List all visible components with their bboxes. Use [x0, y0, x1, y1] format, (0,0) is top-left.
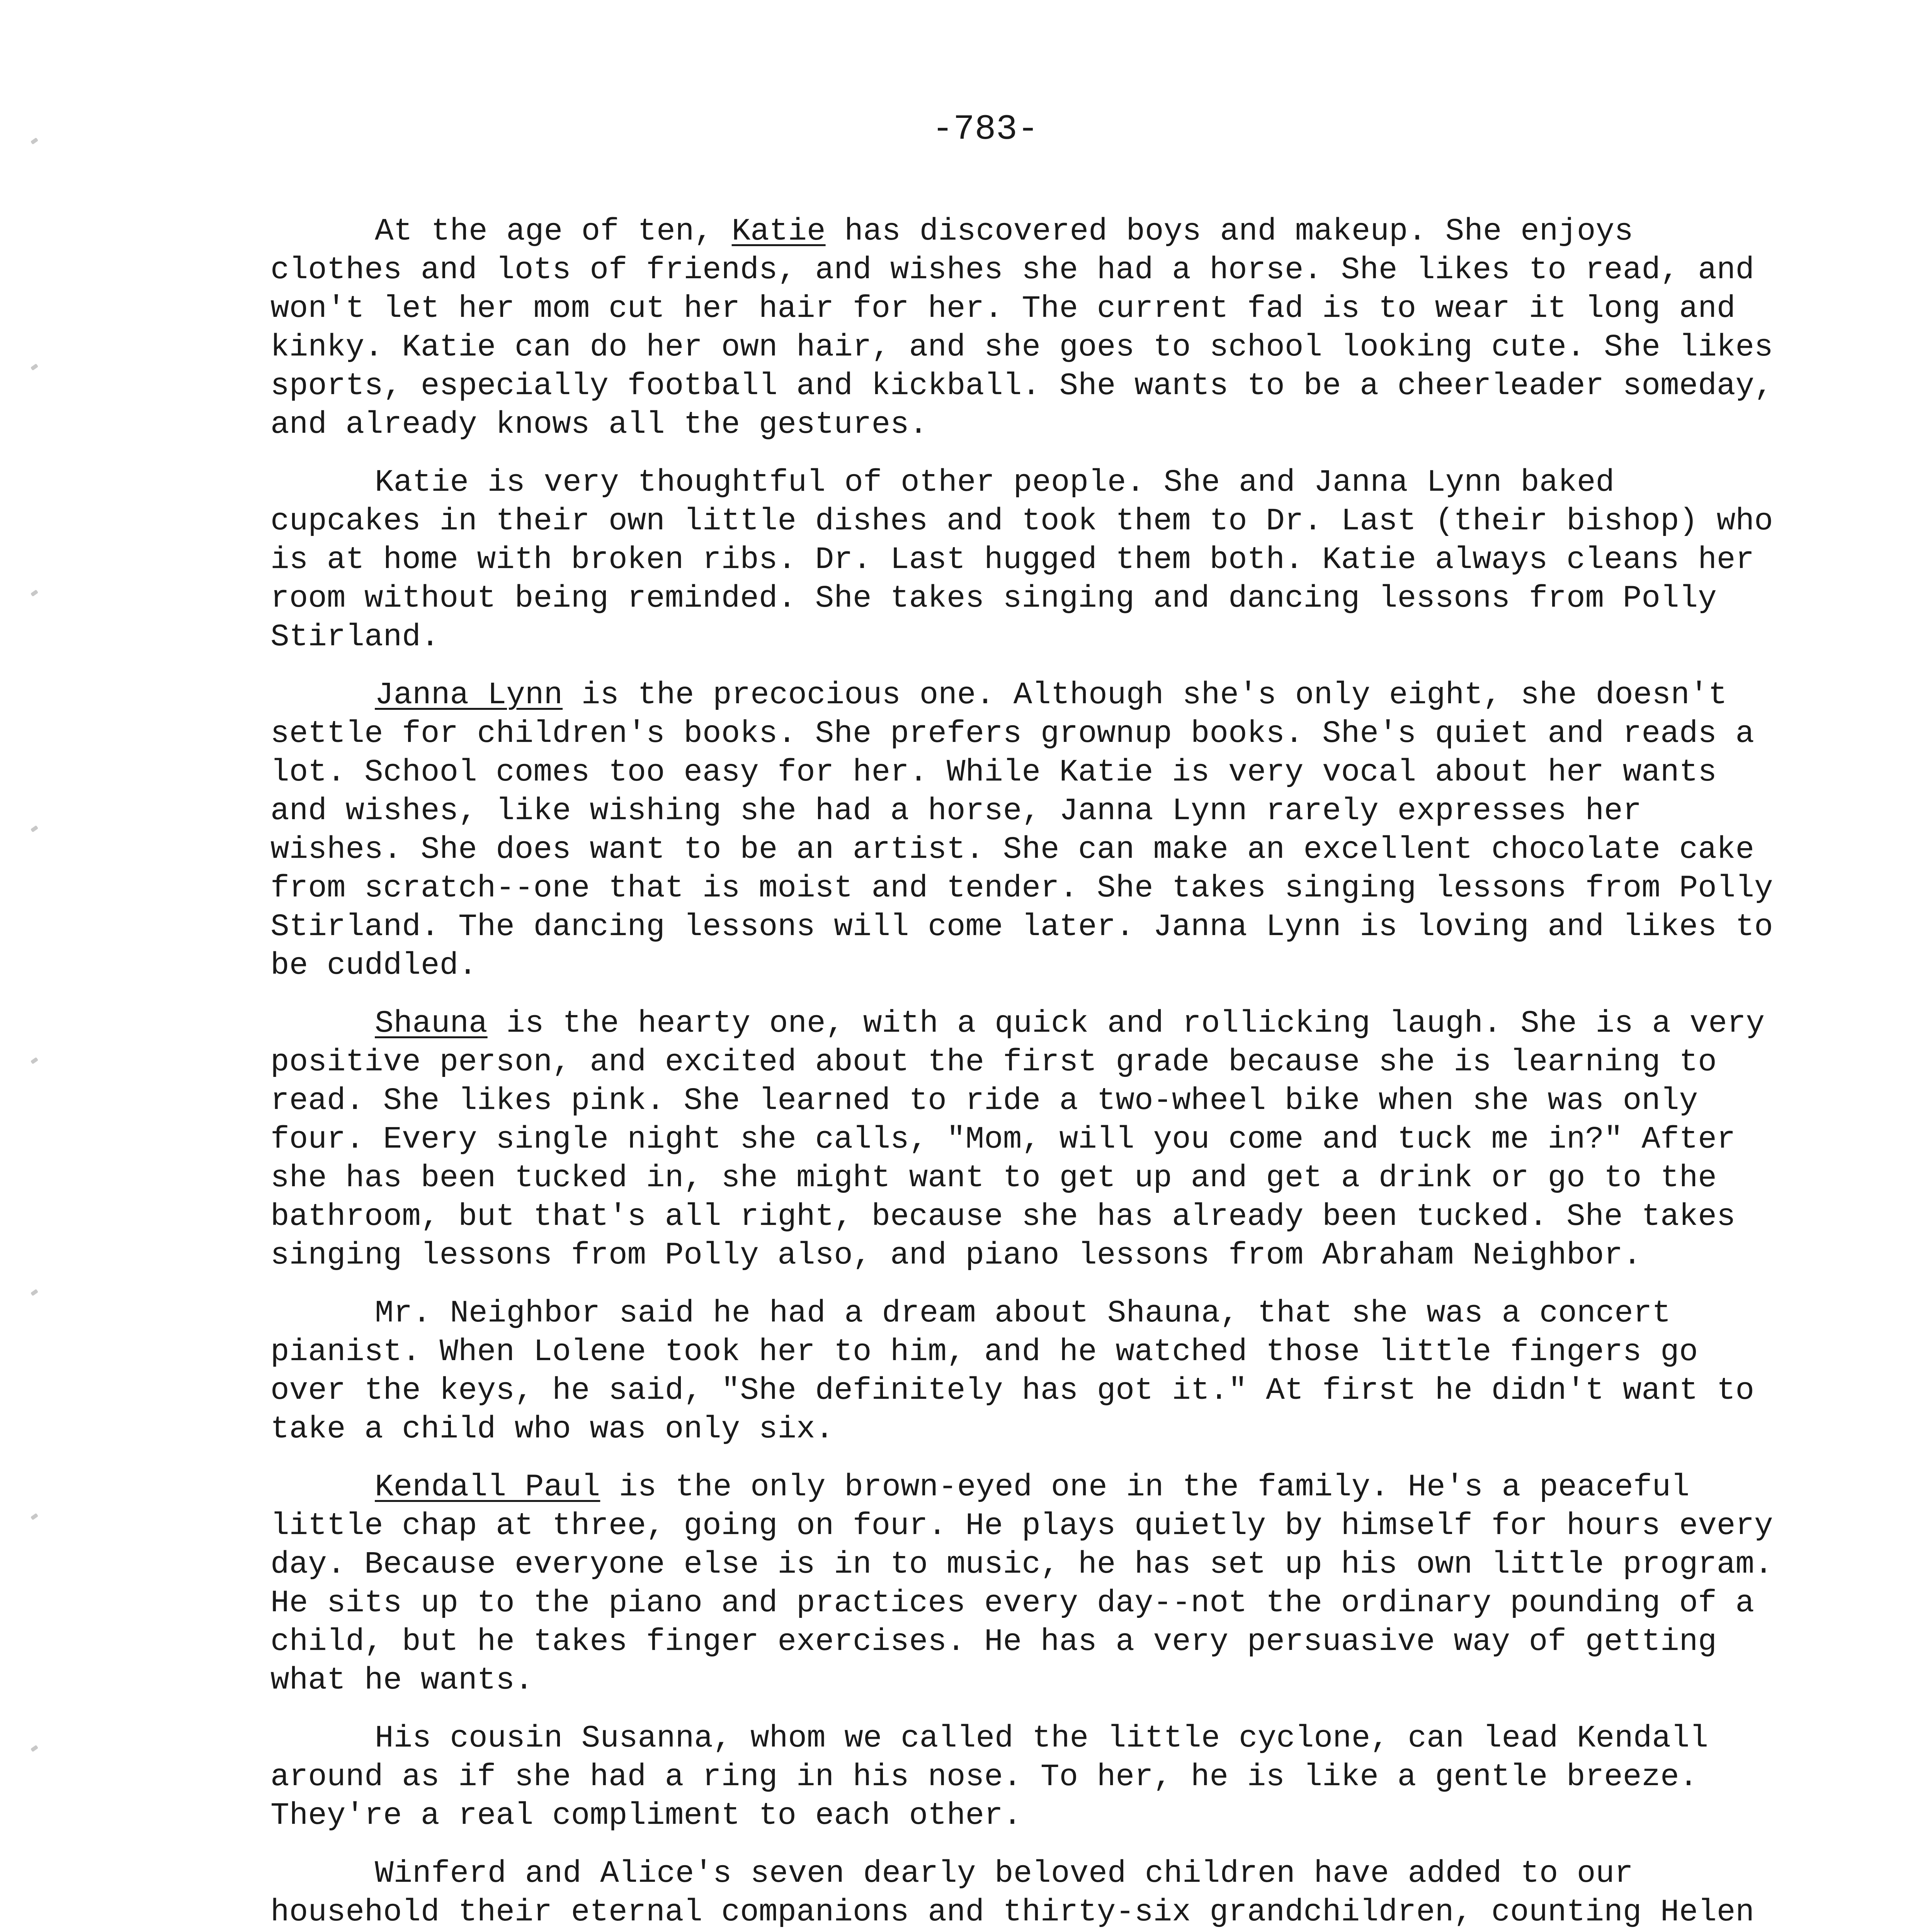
paragraph-mr-neighbor [270, 1294, 1777, 1449]
paragraph-text: is the only brown-eyed one in the family. He's a peaceful little chap at three, going on four. He plays quietly by himself for hours every day. Because everyone else is in to music, he has set up his own little program. He sits up to the piano and practices every day--not the ordinary pounding of a child, but he takes finger exercises. He has a very persuasive way of getting what he wants. [270, 1470, 1773, 1698]
binding-margin-marks [31, 0, 46, 1932]
page-number: -783- [932, 109, 1039, 150]
paragraph-text: Katie is very thoughtful of other people. She and Janna Lynn baked cupcakes in their own little dishes and took them to Dr. Last (their bishop) who is at home with broken ribs. Dr. Last hugged them both. Katie always cleans her room without being reminded. She takes singing and dancing lessons from Polly Stirland. [270, 465, 1773, 655]
paragraph-text: His cousin Susanna, whom we called the little cyclone, can lead Kendall around as if she had a ring in his nose. To her, he is like a gentle breeze. They're a real compliment to each other. [270, 1721, 1709, 1833]
name-janna-lynn: Janna Lynn [375, 678, 563, 713]
document-body [270, 213, 1777, 1932]
paragraph-janna-lynn [270, 676, 1777, 985]
paragraph-text: is the hearty one, with a quick and rollicking laugh. She is a very positive person, and excited about the first grade because she is learning to read. She likes pink. She learned to ride a two-wheel bike when she was only four. Every single night she calls, "Mom, will you come and tuck me in?" After she has been tucked in, she might want to get up and get a drink or go to the bathroom, but that's all right, because she has already been tucked. She takes singing lessons from Polly also, and piano lessons from Abraham Neighbor. [270, 1006, 1765, 1273]
name-shauna: Shauna [375, 1006, 488, 1041]
paragraph-shauna [270, 1005, 1777, 1275]
margin-mark [31, 1513, 38, 1520]
margin-mark [31, 590, 38, 597]
paragraph-katie-thoughtful [270, 464, 1777, 657]
name-katie: Katie [731, 214, 826, 249]
paragraph-susanna [270, 1719, 1777, 1835]
margin-mark [31, 1289, 38, 1296]
margin-mark [31, 364, 38, 371]
paragraph-kendall-paul [270, 1468, 1777, 1700]
paragraph-text: Mr. Neighbor said he had a dream about Shauna, that she was a concert pianist. When Lolene took her to him, and he watched those little fingers go over the keys, he said, "She definitely has got it." At first he didn't want to take a child who was only six. [270, 1296, 1755, 1447]
margin-mark [31, 1745, 38, 1752]
paragraph-text: is the precocious one. Although she's only eight, she doesn't settle for children's books. She prefers grownup books. She's quiet and reads a lot. School comes too easy for her. While Katie is very vocal about her wants and wishes, like wishing she had a horse, Janna Lynn rarely expresses her wishes. She does want to be an artist. She can make an excellent chocolate cake from scratch--one that is moist and tender. She takes singing lessons from Polly Stirland. The dancing lessons will come later. Janna Lynn is loving and likes to be cuddled. [270, 678, 1773, 983]
paragraph-text: has discovered boys and makeup. She enjoys clothes and lots of friends, and wishes she had a horse. She likes to read, and won't let her mom cut her hair for her. The current fad is to wear it long and kinky. Katie can do her own hair, and she goes to school looking cute. She likes sports, especially football and kickball. She wants to be a cheerleader someday, and already knows all the gestures. [270, 214, 1773, 442]
name-kendall-paul: Kendall Paul [375, 1470, 600, 1505]
paragraph-text: Winferd and Alice's seven dearly beloved children have added to our household their eternal companions and thirty-six grandchildren, counting Helen [270, 1856, 1755, 1930]
paragraph-katie [270, 213, 1777, 444]
paragraph-household [270, 1855, 1777, 1932]
margin-mark [31, 825, 38, 833]
paragraph-intro: At the age of ten, [375, 214, 732, 249]
margin-mark [31, 1057, 38, 1065]
